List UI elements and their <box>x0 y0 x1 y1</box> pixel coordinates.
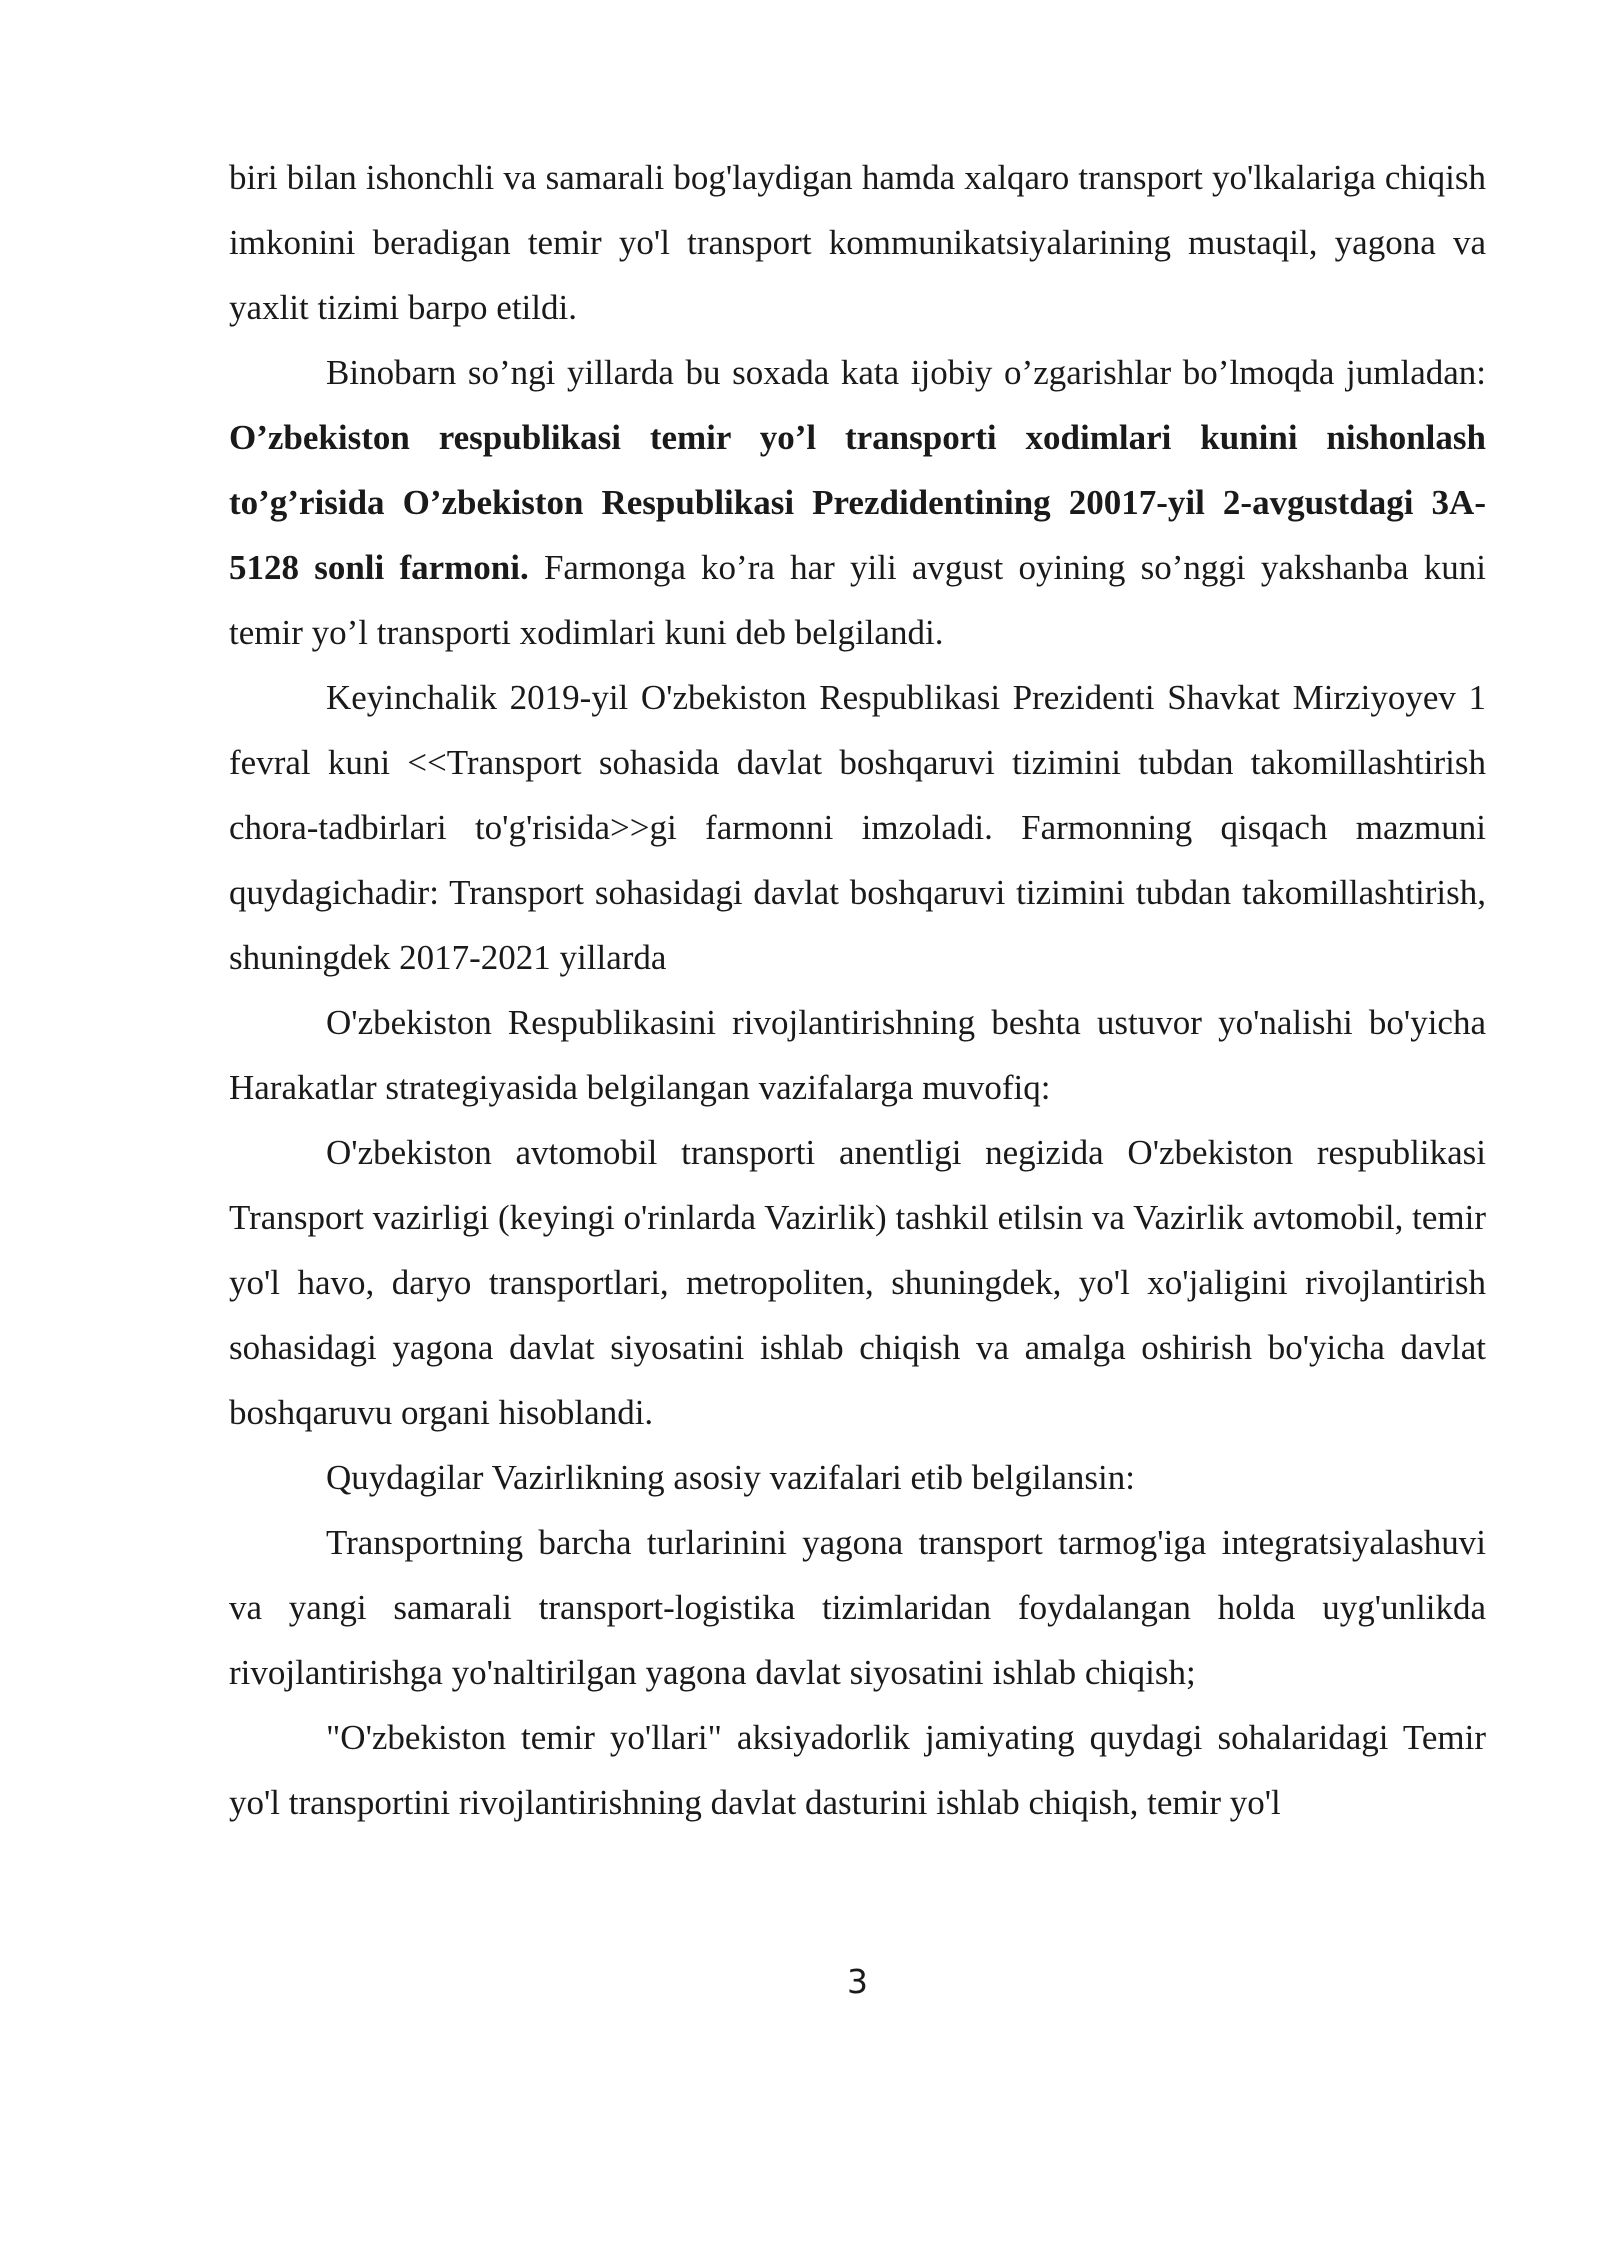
paragraph-6: Quydagilar Vazirlikning asosiy vazifalari etib belgilansin: <box>326 1458 1135 1497</box>
paragraph-5: O'zbekiston avtomobil transporti anentligi negizida O'zbekiston respublikasi Transport vazirligi (keyingi o'rinlarda Vazirlik) tashkil etilsin va Vazirlik avtomobil, temir yo'l havo, daryo transportlari, metropoliten, shuningdek, yo'l xo'jaligini rivojlantirish sohasidagi yagona davlat siyosatini ishlab chiqish va amalga oshirish bo'yicha davlat boshqaruvu organi hisoblandi. <box>229 1133 1486 1432</box>
paragraph-3: Keyinchalik 2019-yil O'zbekiston Respublikasi Prezidenti Shavkat Mirziyoyev 1 fevral kuni <<Transport sohasida davlat boshqaruvi tizimini tubdan takomillashtirish chora-tadbirlari to'g'risida>>gi farmonni imzoladi. Farmonning qisqach mazmuni quydagichadir: Transport sohasidagi davlat boshqaruvi tizimini tubdan takomillashtirish, shuningdek 2017-2021 yillarda <box>229 678 1486 977</box>
paragraph-2-intro: Binobarn so’ngi yillarda bu soxada kata ijobiy o’zgarishlar bo’lmoqda jumladan: <box>326 353 1486 392</box>
document-body <box>229 145 1486 1835</box>
paragraph-2 <box>229 340 1486 665</box>
page-number: 3 <box>847 1962 868 2001</box>
paragraph-4: O'zbekiston Respublikasini rivojlantirishning beshta ustuvor yo'nalishi bo'yicha Harakatlar strategiyasida belgilangan vazifalarga muvofiq: <box>229 1003 1486 1107</box>
paragraph-1: biri bilan ishonchli va samarali bog'laydigan hamda xalqaro transport yo'lkalariga chiqish imkonini beradigan temir yo'l transport kommunikatsiyalarining mustaqil, yagona va yaxlit tizimi barpo etildi. <box>229 158 1486 327</box>
decree-title-bold: O’zbekiston respublikasi temir yo’l transporti xodimlari kunini nishonlash to’g’risida O’zbekiston Respublikasi Prezdidentining 20017-yil 2-avgustdagi 3A-5128 sonli farmoni. <box>229 418 1486 587</box>
paragraph-2-outro: Farmonga ko’ra har yili avgust oyining so’nggi yakshanba kuni temir yo’l transporti xodimlari kuni deb belgilandi. <box>229 548 1486 652</box>
paragraph-7: Transportning barcha turlarinini yagona transport tarmog'iga integratsiyalashuvi va yangi samarali transport-logistika tizimlaridan foydalangan holda uyg'unlikda rivojlantirishga yo'naltirilgan yagona davlat siyosatini ishlab chiqish; <box>229 1523 1486 1692</box>
paragraph-8: "O'zbekiston temir yo'llari" aksiyadorlik jamiyating quydagi sohalaridagi Temir yo'l transportini rivojlantirishning davlat dasturini ishlab chiqish, temir yo'l <box>229 1718 1486 1822</box>
